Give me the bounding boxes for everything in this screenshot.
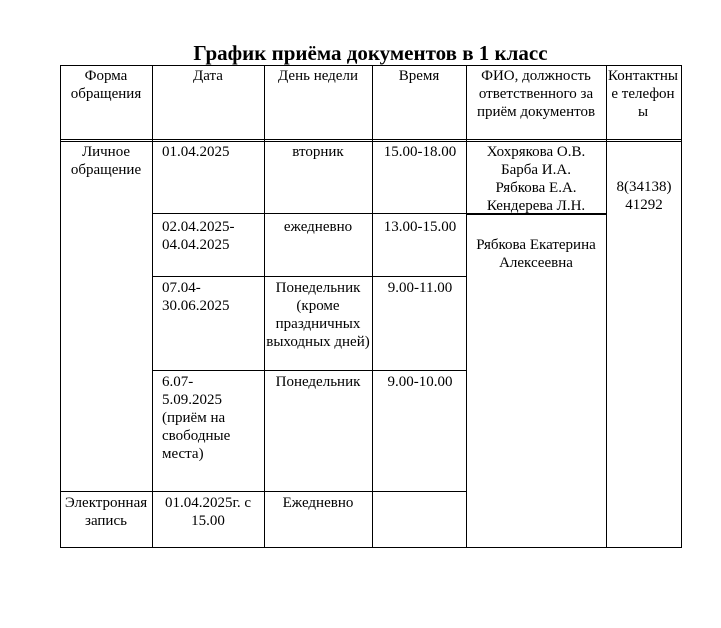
row-1-date: 01.04.2025: [162, 144, 230, 160]
row-5-date: 01.04.2025г. с 15.00: [164, 495, 252, 529]
responsible-name: Хохрякова О.В.: [486, 144, 586, 160]
phone-number: 8(34138) 41292: [616, 179, 672, 213]
row-5-weekday: Ежедневно: [282, 495, 354, 511]
responsible-main: Рябкова Екатерина Алексеевна: [476, 237, 596, 271]
row-3-weekday: Понедельник (кроме праздничных выходных дней): [266, 280, 370, 350]
row-4-time: 9.00-10.00: [387, 374, 453, 390]
row-4-weekday: Понедельник: [275, 374, 361, 390]
header-time: Время: [398, 68, 440, 84]
header-date: Дата: [193, 68, 223, 84]
header-weekday: День недели: [278, 68, 358, 84]
responsible-name: Рябкова Е.А.: [495, 180, 577, 196]
row-2-date: 02.04.2025-04.04.2025: [162, 219, 235, 253]
header-responsible: ФИО, должность ответственного за приём документов: [476, 68, 596, 120]
row-2-time: 13.00-15.00: [383, 219, 457, 235]
header-phone: Контактные телефоны: [608, 68, 678, 120]
responsible-list: [470, 143, 602, 215]
row-2-weekday: ежедневно: [283, 219, 353, 235]
row-1-weekday: вторник: [292, 144, 344, 160]
responsible-name: Барба И.А.: [501, 162, 571, 178]
document-title: График приёма документов в 1 класс: [193, 41, 548, 65]
form-in-person: Личное обращение: [70, 144, 142, 178]
row-3-date: 07.04-30.06.2025: [162, 280, 230, 314]
row-3-time: 9.00-11.00: [387, 280, 453, 296]
row-4-date: 6.07-5.09.2025 (приём на свободные места): [162, 374, 231, 462]
header-form: Форма обращения: [70, 68, 142, 102]
responsible-name: Кендерева Л.Н.: [486, 198, 586, 214]
row-1-time: 15.00-18.00: [383, 144, 457, 160]
form-electronic: Электронная запись: [64, 495, 148, 529]
